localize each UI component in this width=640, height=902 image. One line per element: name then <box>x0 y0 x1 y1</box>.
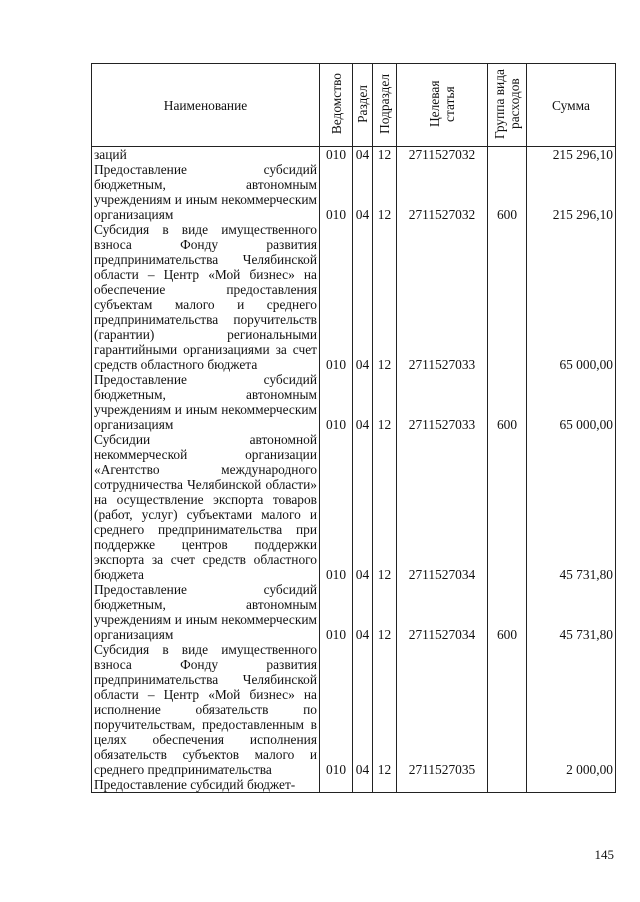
row-department: 010 <box>320 222 353 372</box>
row-group <box>488 777 527 793</box>
row-sum: 45 731,80 <box>527 432 616 582</box>
row-target: 2711527032 <box>397 162 488 222</box>
row-target: 2711527034 <box>397 582 488 642</box>
table-row <box>92 222 616 372</box>
row-subsection: 12 <box>373 432 397 582</box>
row-group: 600 <box>488 582 527 642</box>
row-name: Предоставление субсидий бюджетным, автономным учреждениям и иным некоммерческим организациям <box>92 162 320 222</box>
row-name: заций <box>92 147 320 163</box>
row-name: Предоставление субсидий бюджетным, автономным учреждениям и иным некоммерческим организациям <box>92 582 320 642</box>
row-section: 04 <box>353 432 373 582</box>
row-target: 2711527033 <box>397 222 488 372</box>
row-sum: 2 000,00 <box>527 642 616 777</box>
row-target: 2711527033 <box>397 372 488 432</box>
row-name: Предоставление субсидий бюджетным, автономным учреждениям и иным некоммерческим организациям <box>92 372 320 432</box>
row-sum: 215 296,10 <box>527 162 616 222</box>
row-sum: 45 731,80 <box>527 582 616 642</box>
row-subsection: 12 <box>373 642 397 777</box>
row-group: 600 <box>488 372 527 432</box>
row-group <box>488 222 527 372</box>
row-subsection: 12 <box>373 222 397 372</box>
row-sum <box>527 777 616 793</box>
row-sum: 65 000,00 <box>527 372 616 432</box>
row-name: Предоставление субсидий бюджет- <box>92 777 320 793</box>
header-department: Ведомство <box>320 64 353 147</box>
row-subsection: 12 <box>373 372 397 432</box>
row-department: 010 <box>320 372 353 432</box>
row-target: 2711527032 <box>397 147 488 163</box>
row-subsection: 12 <box>373 147 397 163</box>
row-target <box>397 777 488 793</box>
header-name: Наименование <box>92 64 320 147</box>
table-row <box>92 582 616 642</box>
row-target: 2711527035 <box>397 642 488 777</box>
table-header-row <box>92 64 616 147</box>
table-row <box>92 777 616 793</box>
header-section: Раздел <box>353 64 373 147</box>
row-section <box>353 777 373 793</box>
row-subsection: 12 <box>373 582 397 642</box>
table-row <box>92 162 616 222</box>
row-subsection <box>373 777 397 793</box>
table-row <box>92 372 616 432</box>
page-number: 145 <box>594 847 614 862</box>
row-sum: 215 296,10 <box>527 147 616 163</box>
row-department: 010 <box>320 642 353 777</box>
row-section: 04 <box>353 222 373 372</box>
row-name: Субсидия в виде имущественного взноса Фонду развития предпринимательства Челябинской области – Центр «Мой бизнес» на исполнение обязательств по поручительствам, предоставленным в целях обеспечения исполнения обязательств субъектов малого и среднего предпринимательства <box>92 642 320 777</box>
row-subsection: 12 <box>373 162 397 222</box>
header-group: Группа вида расходов <box>488 64 527 147</box>
row-group: 600 <box>488 162 527 222</box>
table-row <box>92 147 616 163</box>
row-section: 04 <box>353 147 373 163</box>
row-section: 04 <box>353 372 373 432</box>
row-target: 2711527034 <box>397 432 488 582</box>
row-section: 04 <box>353 642 373 777</box>
row-department: 010 <box>320 147 353 163</box>
budget-table <box>91 63 616 793</box>
header-sum: Сумма <box>527 64 616 147</box>
row-group <box>488 147 527 163</box>
row-group <box>488 432 527 582</box>
row-department: 010 <box>320 582 353 642</box>
table-row <box>92 432 616 582</box>
row-department: 010 <box>320 432 353 582</box>
header-target: Целевая статья <box>397 64 488 147</box>
header-subsection: Подраздел <box>373 64 397 147</box>
row-section: 04 <box>353 162 373 222</box>
row-department <box>320 777 353 793</box>
row-sum: 65 000,00 <box>527 222 616 372</box>
row-group <box>488 642 527 777</box>
table-row <box>92 642 616 777</box>
row-name: Субсидия в виде имущественного взноса Фонду развития предпринимательства Челябинской области – Центр «Мой бизнес» на обеспечение предоставления субъектам малого и среднего предпринимательства поручительств (гарантии) региональными гарантийными организациями за счет средств областного бюджета <box>92 222 320 372</box>
row-name: Субсидии автономной некоммерческой организации «Агентство международного сотрудничества Челябинской области» на осуществление экспорта товаров (работ, услуг) субъектами малого и среднего предпринимательства при поддержке центров поддержки экспорта за счет средств областного бюджета <box>92 432 320 582</box>
row-section: 04 <box>353 582 373 642</box>
row-department: 010 <box>320 162 353 222</box>
